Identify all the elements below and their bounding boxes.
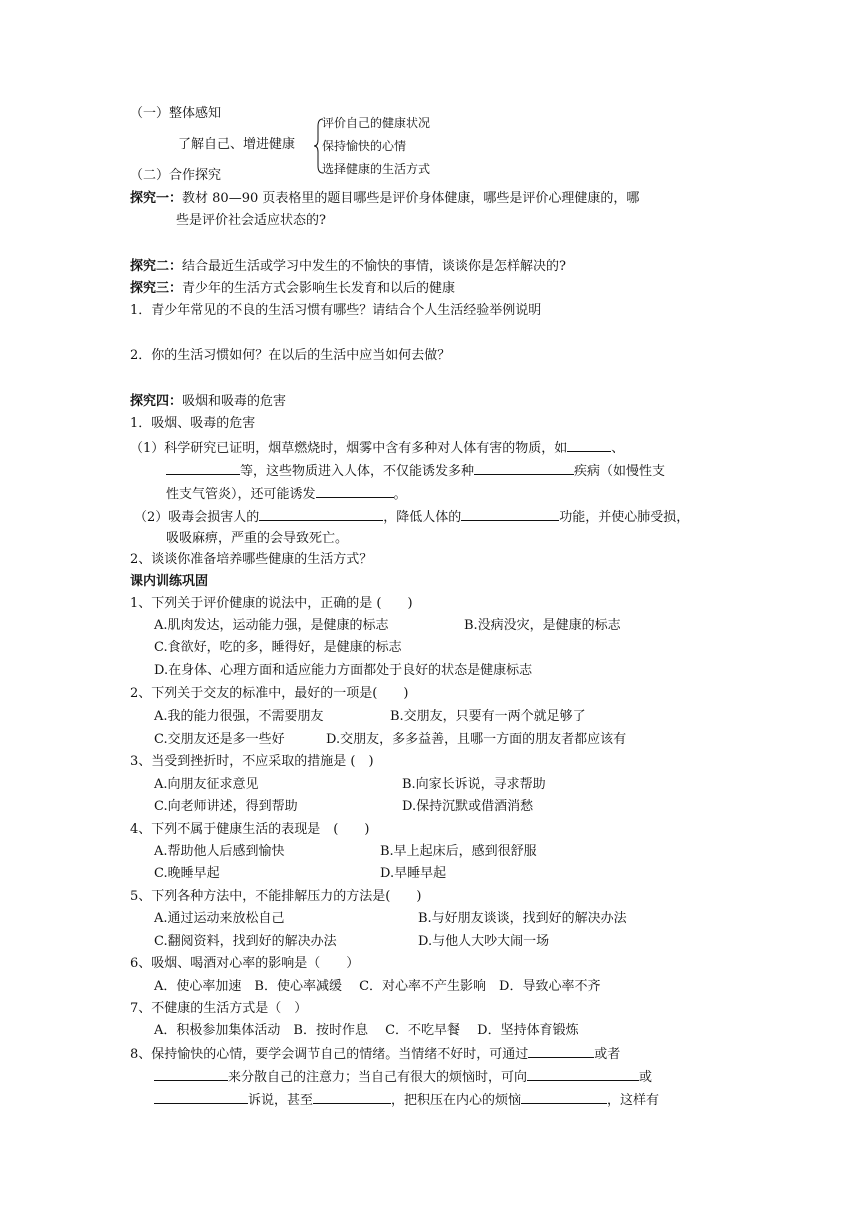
blank[interactable] <box>461 506 559 521</box>
explore-4 <box>130 392 286 412</box>
question-stem: 3、当受到挫折时，不应采取的措施是 ( ) <box>130 754 374 769</box>
explore-3 <box>130 279 455 299</box>
option: C.向老师讲述，得到帮助 <box>154 799 298 814</box>
explore-label: 探究四： <box>130 394 183 409</box>
overview-item: 保持愉快的心情 <box>322 139 407 153</box>
option: B.没病没灾，是健康的标志 <box>464 618 621 633</box>
text: （2）吸毒会损害人的 <box>134 510 260 525</box>
text: 8、保持愉快的心情，要学会调节自己的情绪。当情绪不好时，可通过 <box>130 1047 529 1062</box>
text: 诉说，甚至 <box>248 1093 314 1108</box>
option: A.我的能力很强，不需要朋友 <box>154 709 324 724</box>
option: D.早睡早起 <box>380 866 447 881</box>
option: C.翻阅资料，找到好的解决办法 <box>154 934 337 949</box>
explore-3-q2: 2．你的生活习惯如何？在以后的生活中应当如何去做？ <box>130 348 451 363</box>
explore-4-sub1: 1．吸烟、吸毒的危害 <box>130 416 256 431</box>
blank[interactable] <box>528 1043 594 1058</box>
blank[interactable] <box>567 437 611 452</box>
overview-item: 选择健康的生活方式 <box>322 162 431 176</box>
explore-text: 结合最近生活或学习中发生的不愉快的事情，谈谈你是怎样解决的? <box>182 259 566 274</box>
question-stem: 5、下列各种方法中，不能排解压力的方法是( ) <box>130 889 422 904</box>
text: ，这样有 <box>607 1093 660 1108</box>
blank[interactable] <box>527 1066 639 1081</box>
explore-4-p2b: 吸吸麻痹，严重的会导致死亡。 <box>166 531 349 546</box>
text: 功能，并使心肺受损， <box>559 510 690 525</box>
explore-4-p2a <box>134 506 689 528</box>
blank[interactable] <box>259 506 383 521</box>
option: B.向家长诉说，寻求帮助 <box>402 777 546 792</box>
explore-1-cont: 些是评价社会适应状态的? <box>176 213 326 228</box>
text: （1）科学研究已证明，烟草燃烧时，烟雾中含有多种对人体有害的物质，如 <box>130 441 568 456</box>
explore-label: 探究三： <box>130 281 183 296</box>
text: ，降低人体的 <box>383 510 462 525</box>
question-8-line2 <box>154 1066 652 1088</box>
section-title-explore: （二）合作探究 <box>130 168 222 183</box>
question-8-line1 <box>130 1043 620 1065</box>
explore-label: 探究二： <box>130 259 183 274</box>
text: 、 <box>611 441 625 456</box>
explore-text: 教材 80—90 页表格里的题目哪些是评价身体健康，哪些是评价心理健康的，哪 <box>182 191 640 206</box>
option: D.保持沉默或借酒消愁 <box>402 799 534 814</box>
option: D.与他人大吵大闹一场 <box>418 934 550 949</box>
option: B.早上起床后，感到很舒服 <box>380 844 537 859</box>
blank[interactable] <box>474 460 574 475</box>
text: 来分散自己的注意力；当自己有很大的烦恼时，可向 <box>228 1070 528 1085</box>
option: A.帮助他人后感到愉快 <box>154 844 285 859</box>
option: A.肌肉发达，运动能力强，是健康的标志 <box>154 618 389 633</box>
text: 或者 <box>594 1047 621 1062</box>
explore-text: 吸烟和吸毒的危害 <box>182 394 287 409</box>
explore-4-p1b <box>166 460 665 482</box>
explore-4-p1c <box>166 483 407 505</box>
option: A.通过运动来放松自己 <box>154 911 285 926</box>
blank[interactable] <box>313 1089 391 1104</box>
question-stem: 1、下列关于评价健康的说法中，正确的是 ( ) <box>130 596 413 611</box>
option: C.交朋友还是多一些好 <box>154 732 285 747</box>
explore-2 <box>130 257 566 277</box>
text: 。 <box>393 487 407 502</box>
exercise-title: 课内训练巩固 <box>130 574 209 589</box>
option: C.晚睡早起 <box>154 866 220 881</box>
question-8-line3 <box>154 1089 659 1111</box>
option: B.与好朋友谈谈，找到好的解决办法 <box>418 911 627 926</box>
text: 或 <box>639 1070 653 1085</box>
blank[interactable] <box>154 1089 248 1104</box>
section-title-overview: （一）整体感知 <box>130 106 222 121</box>
question-stem: 6、吸烟、喝酒对心率的影响是（ ） <box>130 956 360 971</box>
overview-center-text: 了解自己、增进健康 <box>178 137 296 152</box>
blank[interactable] <box>154 1066 228 1081</box>
text: 疾病（如慢性支 <box>574 464 666 479</box>
explore-label: 探究一： <box>130 191 183 206</box>
option: D.交朋友，多多益善，且哪一方面的朋友者都应该有 <box>326 732 627 747</box>
question-stem: 2、下列关于交友的标准中，最好的一项是( ) <box>130 686 409 701</box>
blank[interactable] <box>166 460 240 475</box>
explore-3-q1: 1．青少年常见的不良的生活习惯有哪些？请结合个人生活经验举例说明 <box>130 303 542 318</box>
blank[interactable] <box>316 483 394 498</box>
question-stem: 4、下列不属于健康生活的表现是 ( ) <box>130 822 370 837</box>
question-stem: 7、不健康的生活方式是（ ） <box>130 1001 308 1016</box>
option: A．积极参加集体活动 B．按时作息 C．不吃早餐 D．坚持体育锻炼 <box>154 1023 579 1038</box>
option: B.交朋友，只要有一两个就足够了 <box>390 709 586 724</box>
option: A．使心率加速 B．使心率减缓 C．对心率不产生影响 D．导致心率不齐 <box>154 979 601 994</box>
explore-text: 青少年的生活方式会影响生长发育和以后的健康 <box>182 281 456 296</box>
text: 等，这些物质进入人体，不仅能诱发多种 <box>240 464 475 479</box>
option: C.食欲好，吃的多，睡得好，是健康的标志 <box>154 640 402 655</box>
explore-4-sub2: 2、谈谈你准备培养哪些健康的生活方式？ <box>130 552 373 567</box>
blank[interactable] <box>521 1089 607 1104</box>
text: 性支气管炎），还可能诱发 <box>166 487 316 502</box>
explore-1 <box>130 189 639 209</box>
explore-4-p1a <box>130 437 624 459</box>
overview-item: 评价自己的健康状况 <box>322 116 431 130</box>
text: ，把积压在内心的烦恼 <box>391 1093 522 1108</box>
option: D.在身体、心理方面和适应能力方面都处于良好的状态是健康标志 <box>154 663 533 678</box>
option: A.向朋友征求意见 <box>154 777 259 792</box>
